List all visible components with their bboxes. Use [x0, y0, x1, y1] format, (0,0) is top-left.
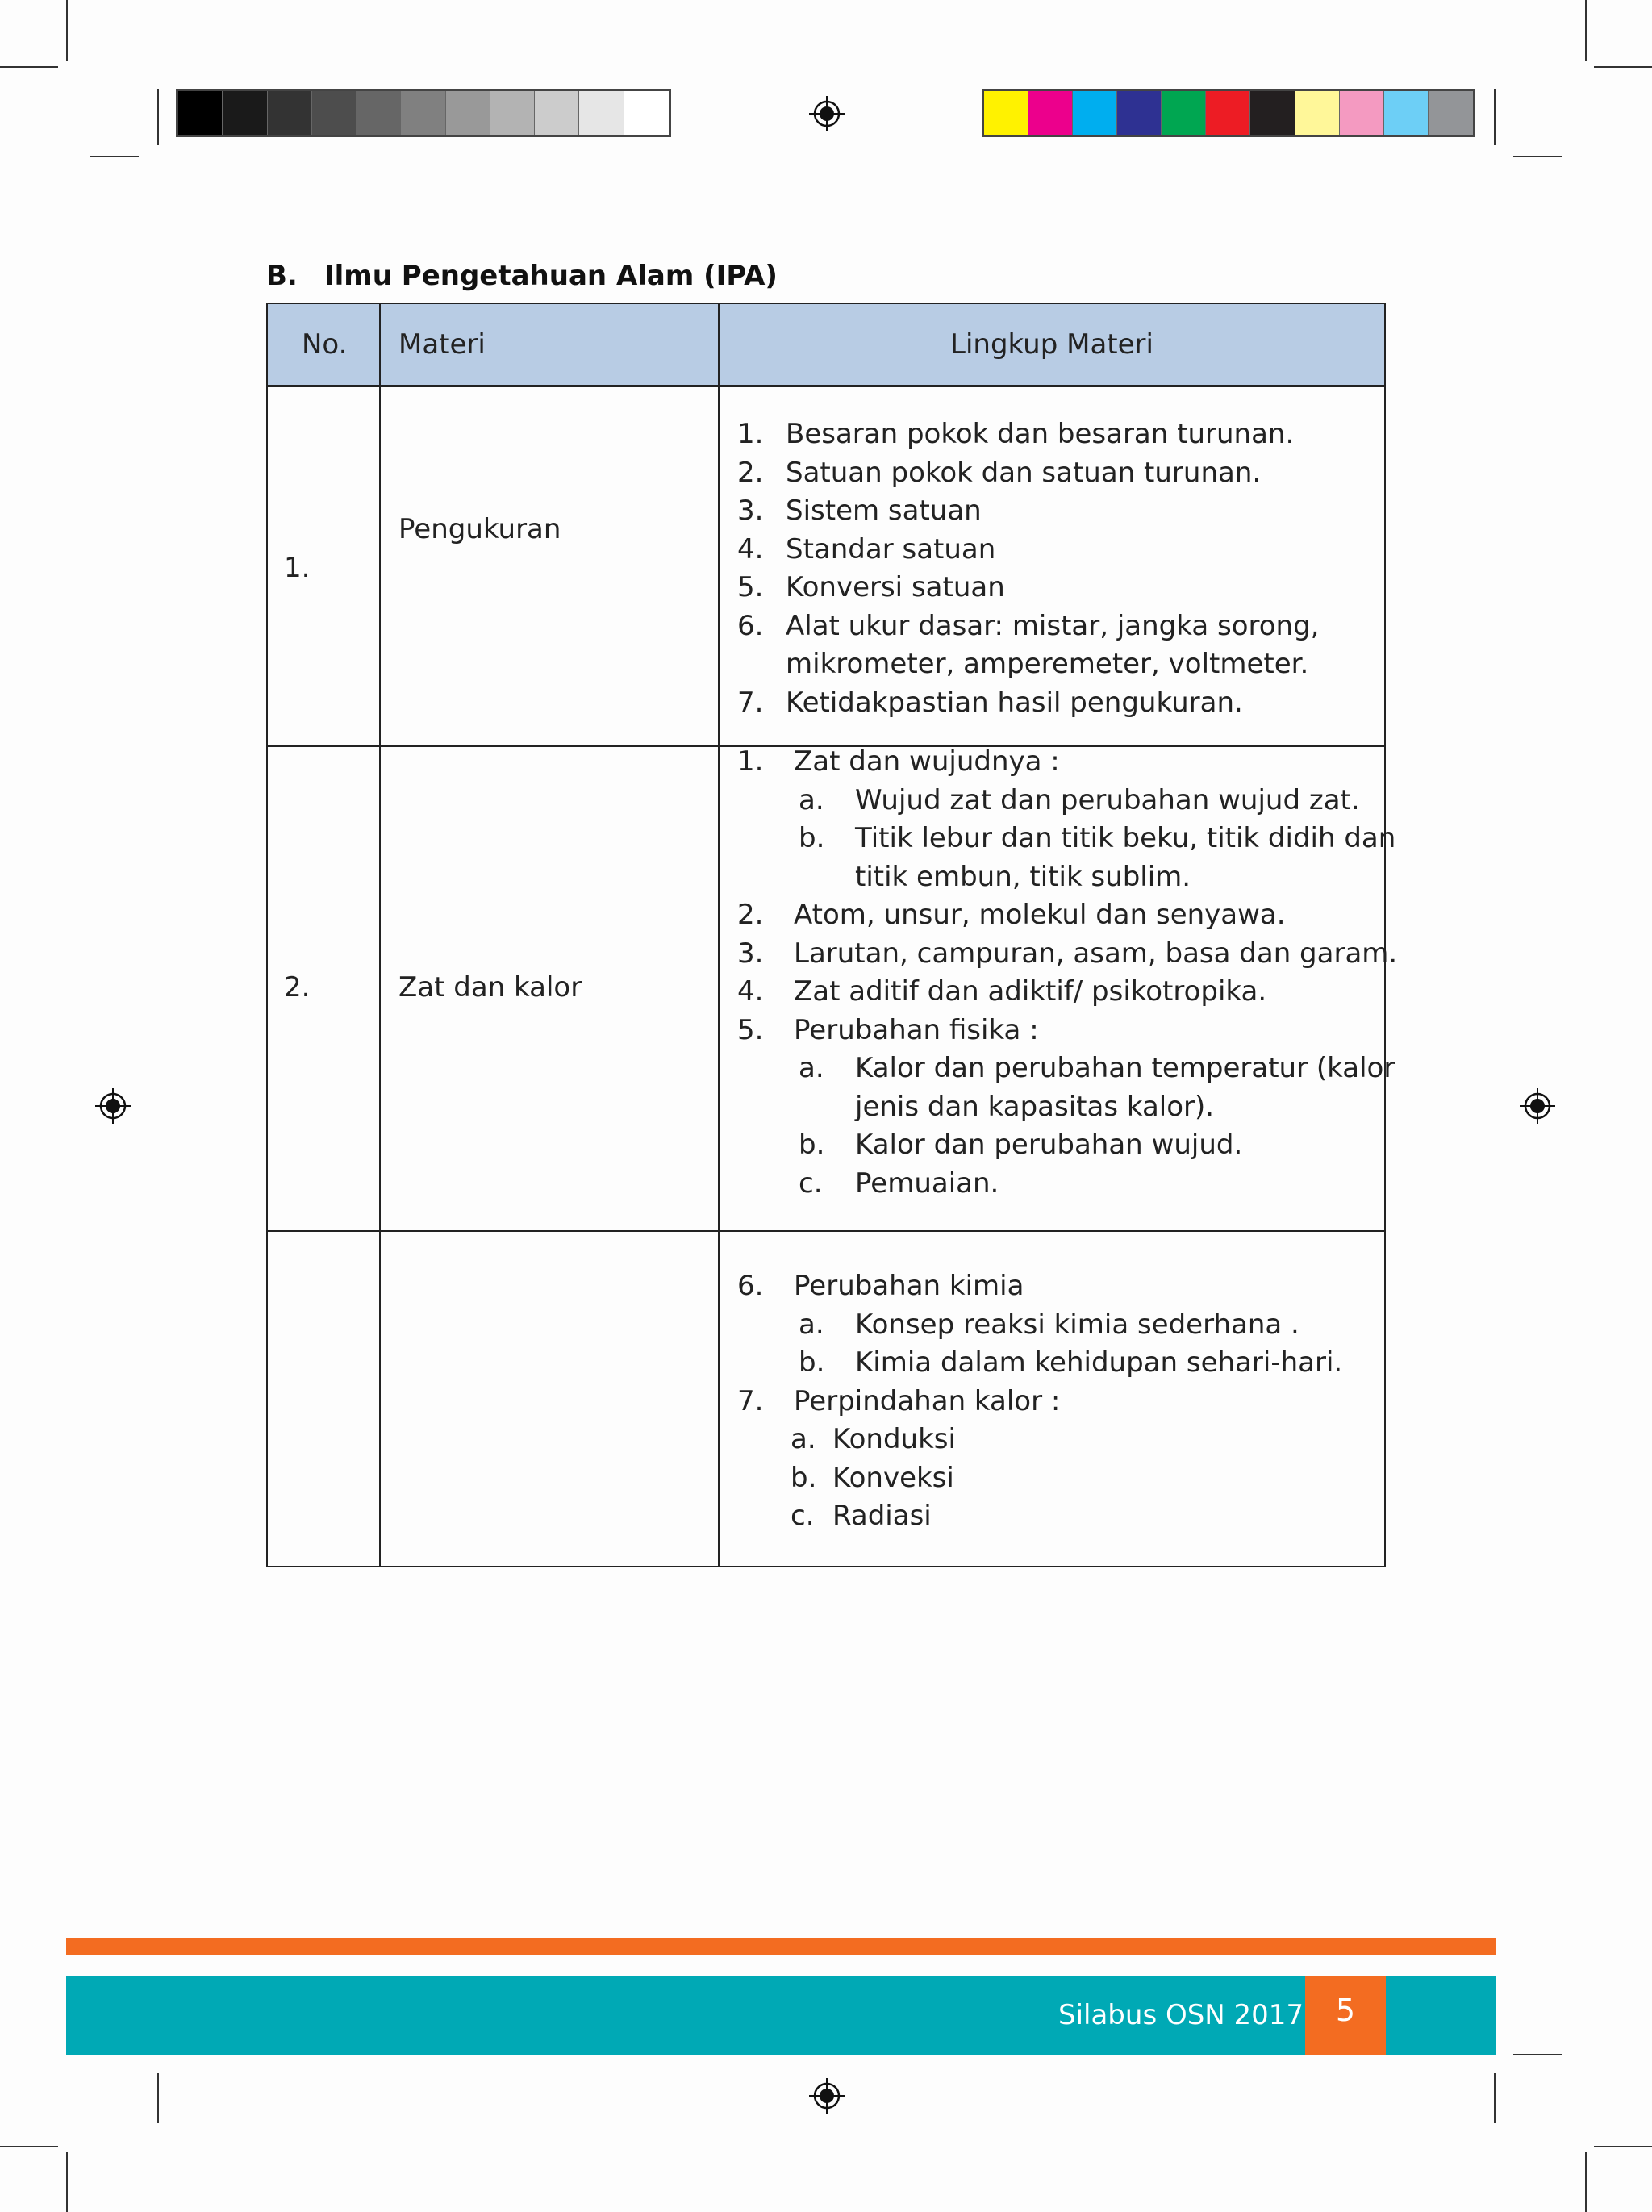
- color-swatch: [1384, 91, 1429, 135]
- color-swatch: [446, 91, 490, 135]
- section-title: Ilmu Pengetahuan Alam (IPA): [324, 260, 778, 292]
- crop-mark: [0, 2146, 58, 2147]
- list-item: 3. Sistem satuan: [737, 495, 982, 527]
- list-item: 1. Besaran pokok dan besaran turunan.: [737, 418, 1295, 450]
- color-swatch: [1206, 91, 1250, 135]
- crop-mark: [90, 156, 139, 157]
- registration-mark-icon: [1520, 1088, 1555, 1124]
- crop-mark: [1494, 2073, 1496, 2123]
- footer-orange-stripe: [66, 1938, 1496, 1955]
- page-number: 5: [1335, 1993, 1356, 2028]
- list-item: 2. Atom, unsur, molekul dan senyawa.: [737, 899, 1286, 931]
- list-item: a. Konduksi: [791, 1423, 956, 1455]
- process-color-bar: [982, 89, 1475, 137]
- list-item: b. Titik lebur dan titik beku, titik didih dan: [799, 822, 1396, 854]
- color-swatch: [1340, 91, 1384, 135]
- column-divider: [379, 304, 381, 1566]
- color-swatch: [401, 91, 445, 135]
- color-swatch: [1028, 91, 1073, 135]
- row-divider: [268, 1230, 1384, 1232]
- row-materi: Zat dan kalor: [398, 971, 582, 1004]
- grayscale-color-bar: [176, 89, 671, 137]
- color-swatch: [1073, 91, 1117, 135]
- lingkup-list: [737, 743, 1397, 1203]
- list-item: 4. Zat aditif dan adiktif/ psikotropika.: [737, 975, 1267, 1008]
- list-item: 7. Perpindahan kalor :: [737, 1384, 1061, 1417]
- section-letter: B.: [266, 260, 298, 292]
- crop-mark: [66, 2152, 68, 2212]
- crop-mark: [1494, 89, 1496, 145]
- color-swatch: [1429, 91, 1473, 135]
- color-swatch: [1250, 91, 1295, 135]
- crop-mark: [1585, 0, 1587, 61]
- column-divider: [718, 304, 720, 1566]
- registration-mark-icon: [809, 96, 845, 131]
- syllabus-table: [266, 303, 1398, 1567]
- registration-mark-icon: [95, 1088, 131, 1124]
- color-swatch: [579, 91, 624, 135]
- list-item: 6. Alat ukur dasar: mistar, jangka sorong,: [737, 609, 1320, 642]
- header-materi: Materi: [398, 328, 486, 361]
- color-swatch: [535, 91, 579, 135]
- list-item: b. Konveksi: [791, 1461, 954, 1494]
- list-item: a. Wujud zat dan perubahan wujud zat.: [799, 783, 1360, 816]
- list-item: a. Konsep reaksi kimia sederhana .: [799, 1308, 1299, 1341]
- registration-mark-icon: [809, 2078, 845, 2114]
- crop-mark: [1585, 2152, 1587, 2212]
- color-swatch: [984, 91, 1028, 135]
- list-item: b. Kimia dalam kehidupan sehari-hari.: [799, 1346, 1343, 1379]
- crop-mark: [1513, 2054, 1562, 2055]
- list-item: c. Radiasi: [791, 1500, 932, 1532]
- section-heading: [266, 260, 778, 292]
- crop-mark: [66, 0, 68, 61]
- color-swatch: [178, 91, 223, 135]
- lingkup-list: [737, 1267, 1342, 1536]
- color-swatch: [312, 91, 357, 135]
- color-swatch: [357, 91, 401, 135]
- list-item: a. Kalor dan perubahan temperatur (kalor: [799, 1052, 1395, 1084]
- color-swatch: [1117, 91, 1162, 135]
- list-item: 7. Ketidakpastian hasil pengukuran.: [737, 686, 1243, 719]
- list-item: 3. Larutan, campuran, asam, basa dan garam.: [737, 937, 1398, 970]
- crop-mark: [157, 89, 159, 145]
- list-item: 5. Konversi satuan: [737, 571, 1005, 603]
- color-swatch: [1295, 91, 1340, 135]
- crop-mark: [157, 2073, 159, 2123]
- row-number: 2.: [284, 971, 311, 1004]
- color-swatch: [490, 91, 535, 135]
- crop-mark: [1594, 66, 1652, 68]
- lingkup-list: [737, 415, 1320, 722]
- header-no: No.: [302, 328, 348, 361]
- header-lingkup-materi: Lingkup Materi: [950, 328, 1153, 361]
- list-item-continuation: titik embun, titik sublim.: [855, 860, 1191, 893]
- row-number: 1.: [284, 552, 311, 584]
- list-item: 5. Perubahan fisika :: [737, 1013, 1039, 1046]
- list-item: 1. Zat dan wujudnya :: [737, 745, 1060, 778]
- color-swatch: [223, 91, 267, 135]
- list-item: b. Kalor dan perubahan wujud.: [799, 1129, 1243, 1161]
- list-item: 4. Standar satuan: [737, 532, 996, 566]
- list-item-continuation: jenis dan kapasitas kalor).: [855, 1090, 1215, 1123]
- list-item: c. Pemuaian.: [799, 1167, 999, 1200]
- row-materi: Pengukuran: [398, 513, 561, 545]
- list-item: 6. Perubahan kimia: [737, 1270, 1024, 1302]
- crop-mark: [0, 66, 58, 68]
- list-item: 2. Satuan pokok dan satuan turunan.: [737, 456, 1262, 489]
- footer-title: Silabus OSN 2017: [1058, 1999, 1304, 2031]
- list-item-continuation: mikrometer, amperemeter, voltmeter.: [786, 648, 1309, 680]
- crop-mark: [1513, 156, 1562, 157]
- crop-mark: [1594, 2146, 1652, 2147]
- color-swatch: [624, 91, 669, 135]
- color-swatch: [268, 91, 312, 135]
- color-swatch: [1162, 91, 1206, 135]
